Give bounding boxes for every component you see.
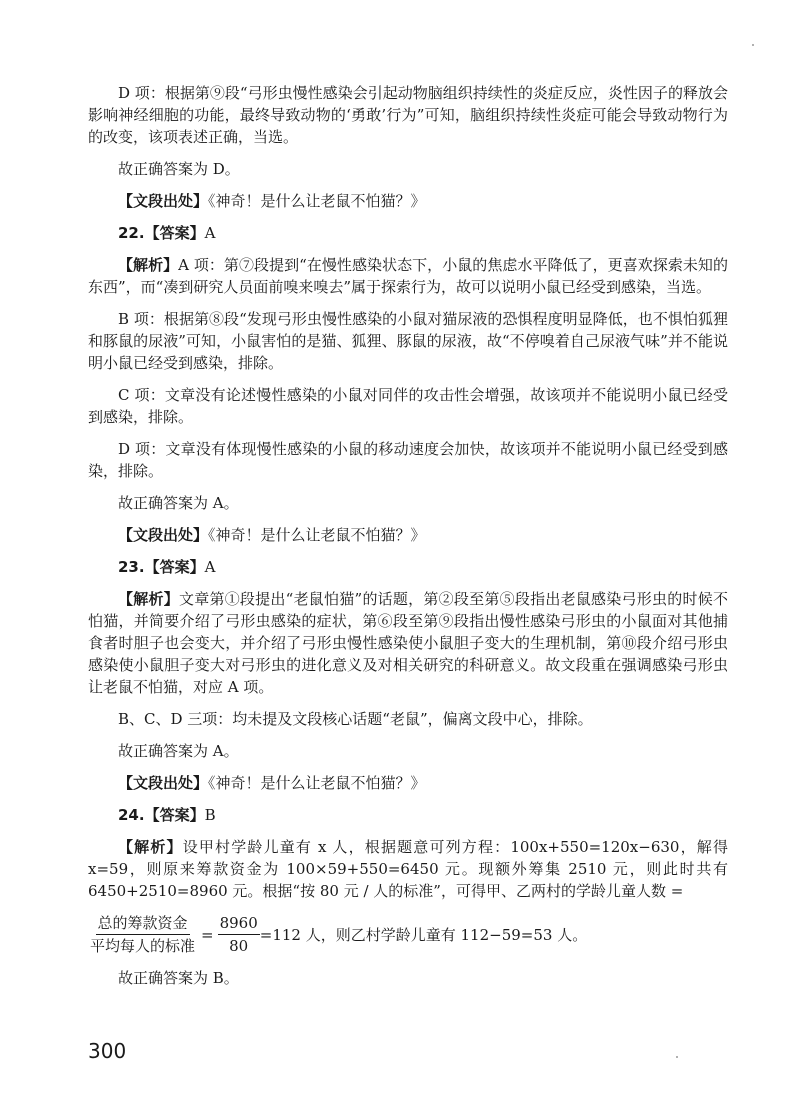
paragraph-heading: 【文段出处】 — [118, 192, 209, 210]
fraction-numerator-value: 8960 — [218, 912, 260, 935]
paragraph-text: 《神奇！是什么让老鼠不怕猫？》 — [208, 526, 426, 544]
paragraph — [88, 836, 728, 902]
fraction-text — [88, 912, 197, 957]
paragraph-heading: 24.【答案】 — [118, 806, 205, 824]
paragraph — [88, 222, 728, 244]
paragraph-heading: 22.【答案】 — [118, 224, 205, 242]
paragraph — [88, 158, 728, 180]
fraction-numerator: 总的筹款资金 — [96, 912, 190, 935]
paragraph — [88, 708, 728, 730]
paragraph-text: A — [204, 558, 216, 576]
fraction-denominator-value: 80 — [229, 937, 249, 955]
scan-speck — [752, 44, 754, 46]
paragraph — [88, 384, 728, 428]
scan-speck — [676, 1056, 678, 1058]
paragraph — [88, 772, 728, 794]
paragraph-heading: 【解析】 — [118, 838, 183, 856]
paragraph-heading: 23.【答案】 — [118, 558, 205, 576]
fraction-denominator: 平均每人的标准 — [90, 937, 196, 955]
paragraph-heading: 【文段出处】 — [118, 774, 209, 792]
paragraph-text: 故正确答案为 A。 — [118, 742, 239, 760]
paragraph-text: A — [204, 224, 216, 242]
paragraph — [88, 804, 728, 826]
paragraph-text: D 项：文章没有体现慢性感染的小鼠的移动速度会加快，故该项并不能说明小鼠已经受到感染，排除。 — [88, 440, 728, 480]
paragraph — [88, 740, 728, 762]
formula-line — [88, 912, 728, 957]
final-answer: 故正确答案为 B。 — [118, 969, 239, 987]
paragraph-text: A 项：第⑦段提到“在慢性感染状态下，小鼠的焦虑水平降低了，更喜欢探索未知的东西”，而“凑到研究人员面前嗅来嗅去”属于探索行为，故可以说明小鼠已经受到感染，当选。 — [88, 256, 728, 296]
paragraph-text: C 项：文章没有论述慢性感染的小鼠对同伴的攻击性会增强，故该项并不能说明小鼠已经受到感染，排除。 — [88, 386, 728, 426]
paragraph — [88, 190, 728, 212]
paragraph-text: 《神奇！是什么让老鼠不怕猫？》 — [208, 774, 426, 792]
paragraph-list — [88, 82, 728, 902]
paragraph-text: 故正确答案为 D。 — [118, 160, 240, 178]
paragraph — [88, 524, 728, 546]
paragraph-text: B 项：根据第⑧段“发现弓形虫慢性感染的小鼠对猫尿液的恐惧程度明显降低，也不惧怕狐狸和豚鼠的尿液”可知，小鼠害怕的是猫、狐狸、豚鼠的尿液，故“不停嗅着自己尿液气味”并不能说明小鼠已经受到感染，排除。 — [88, 310, 728, 372]
paragraph — [88, 556, 728, 578]
fraction-number — [218, 912, 260, 957]
paragraph — [88, 438, 728, 482]
paragraph — [88, 588, 728, 698]
paragraph-text: D 项：根据第⑨段“弓形虫慢性感染会引起动物脑组织持续性的炎症反应，炎性因子的释放会影响神经细胞的功能，最终导致动物的‘勇敢’行为”可知，脑组织持续性炎症可能会导致动物行为的改变，该项表述正确，当选。 — [88, 84, 728, 146]
paragraph-text: 《神奇！是什么让老鼠不怕猫？》 — [208, 192, 426, 210]
page-content — [88, 82, 728, 999]
page-number: 300 — [88, 1039, 127, 1063]
paragraph — [88, 308, 728, 374]
paragraph-text: 设甲村学龄儿童有 x 人，根据题意可列方程：100x+550=120x−630，解得 x=59，则原来筹款资金为 100×59+550=6450 元。现额外筹集 2510 元，则此时共有 6450+2510=8960 元。根据“按 80 元 / 人的标准”，可得甲、乙两村的学龄儿童人数 = — [88, 838, 728, 900]
formula-result: =112 人，则乙村学龄儿童有 112−59=53 人。 — [259, 925, 588, 944]
paragraph — [88, 254, 728, 298]
paragraph-text: 故正确答案为 A。 — [118, 494, 239, 512]
paragraph-text: B、C、D 三项：均未提及文段核心话题“老鼠”，偏离文段中心，排除。 — [118, 710, 593, 728]
paragraph-text: 文章第①段提出“老鼠怕猫”的话题，第②段至第⑤段指出老鼠感染弓形虫的时候不怕猫，并简要介绍了弓形虫感染的症状，第⑥段至第⑨段指出慢性感染弓形虫的小鼠面对其他捕食者时胆子也会变大，并介绍了弓形虫慢性感染使小鼠胆子变大的生理机制，第⑩段介绍弓形虫感染使小鼠胆子变大对弓形虫的进化意义及对相关研究的科研意义。故文段重在强调感染弓形虫让老鼠不怕猫，对应 A 项。 — [88, 590, 728, 696]
paragraph-heading: 【解析】 — [118, 256, 179, 274]
paragraph-heading: 【解析】 — [118, 590, 179, 608]
paragraph — [88, 82, 728, 148]
paragraph-text: B — [204, 806, 216, 824]
paragraph-heading: 【文段出处】 — [118, 526, 209, 544]
equals-sign: = — [201, 925, 214, 944]
paragraph — [88, 492, 728, 514]
